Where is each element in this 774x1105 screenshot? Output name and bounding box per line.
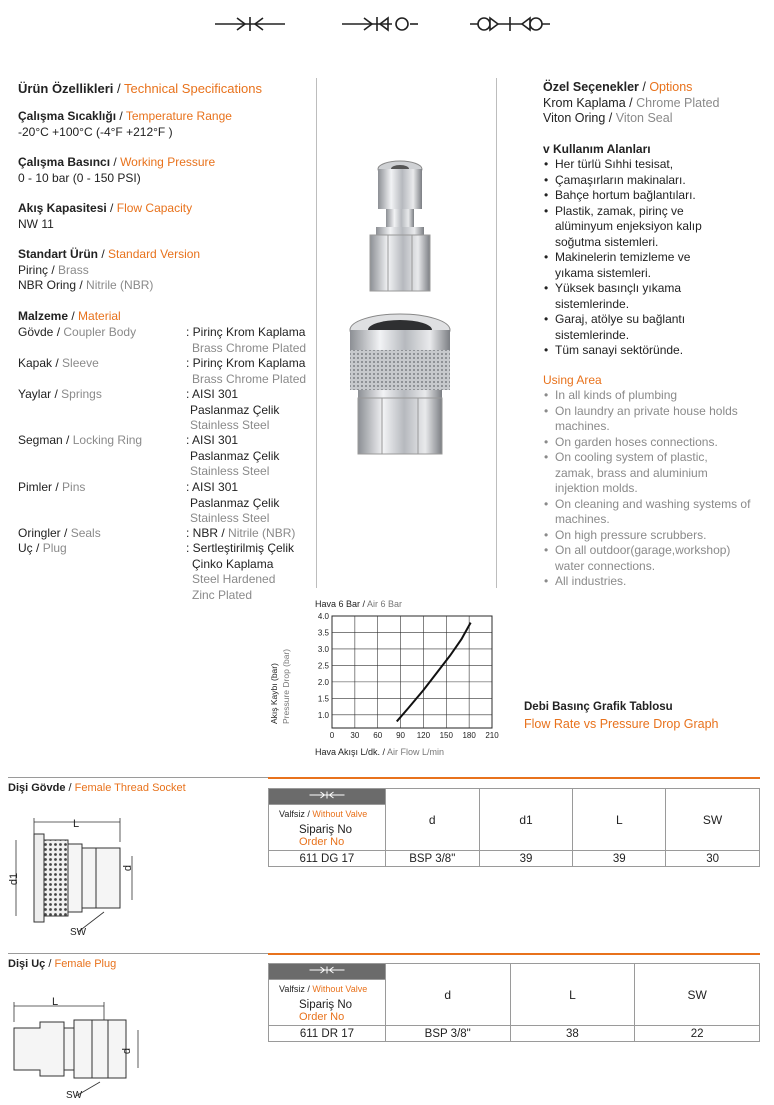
table-header-symbol xyxy=(269,964,386,980)
list-item: • On high pressure scrubbers. xyxy=(542,528,767,544)
list-item: • On all outdoor(garage,workshop) water connections. xyxy=(542,543,757,574)
spec-title: Ürün Özellikleri / Technical Specifications xyxy=(18,81,263,96)
list-item: • Bahçe hortum bağlantıları. xyxy=(542,188,742,204)
chart-title: Hava 6 Bar / Air 6 Bar xyxy=(315,599,403,609)
flow-block: Akış Kapasitesi / Flow Capacity NW 11 xyxy=(18,201,193,231)
female-plug-order-table xyxy=(268,963,760,1042)
x-tick-label: 0 xyxy=(329,731,335,740)
double-valve-symbol-icon xyxy=(470,14,550,34)
options-block: Özel Seçenekler / Options Krom Kaplama / Chrome Plated Viton Oring / Viton Seal xyxy=(543,80,720,125)
table-cell: BSP 3/8" xyxy=(385,851,479,867)
table-header-order: Valfsiz / Without Valve Sipariş No Order No xyxy=(269,805,386,851)
female-socket-drawing xyxy=(8,812,148,942)
plug-product-image xyxy=(360,155,440,295)
material-title: Malzeme / Material xyxy=(18,309,121,323)
coupling-symbol-icon xyxy=(215,14,285,34)
y-tick-label: 2.0 xyxy=(317,677,329,687)
female-socket-title: Dişi Gövde / Female Thread Socket xyxy=(8,782,186,794)
standard-block: Standart Ürün / Standard Version Pirinç / Brass NBR Oring / Nitrile (NBR) xyxy=(18,247,201,292)
list-item: • On cleaning and washing systems of machines. xyxy=(542,497,767,528)
table-header-order: Valfsiz / Without Valve Sipariş No Order No xyxy=(269,980,386,1026)
table-cell: 22 xyxy=(635,1026,760,1042)
section-divider xyxy=(268,777,760,779)
table-header: SW xyxy=(666,789,760,851)
usage-title-en: Using Area xyxy=(543,373,602,387)
x-tick-label: 150 xyxy=(439,731,453,740)
y-tick-label: 3.0 xyxy=(317,644,329,654)
table-header: d1 xyxy=(479,789,573,851)
temperature-block: Çalışma Sıcaklığı / Temperature Range -20°C +100°C (-4°F +212°F ) xyxy=(18,109,232,139)
dim-L-label: L xyxy=(73,818,80,830)
female-plug-title: Dişi Uç / Female Plug xyxy=(8,958,117,970)
list-item: • Makinelerin temizleme ve yıkama sistemleri. xyxy=(542,250,727,281)
y-tick-label: 2.5 xyxy=(317,661,329,671)
table-header: SW xyxy=(635,964,760,1026)
x-tick-label: 120 xyxy=(416,731,431,740)
section-divider xyxy=(8,777,268,778)
dim-L-label: L xyxy=(52,996,59,1008)
usage-title-tr: v Kullanım Alanları xyxy=(543,142,651,156)
list-item: • All industries. xyxy=(542,574,767,590)
section-divider xyxy=(268,953,760,955)
list-item: • On cooling system of plastic, zamak, brass and aluminium injektion molds. xyxy=(542,450,737,497)
list-item: • Çamaşırların makinaları. xyxy=(542,173,742,189)
socket-product-image xyxy=(344,308,456,458)
dim-d-label: d xyxy=(121,1047,134,1055)
table-header: d xyxy=(385,789,479,851)
y-tick-label: 1.5 xyxy=(317,694,329,704)
list-item: • Garaj, atölye su bağlantı sistemlerinde. xyxy=(542,312,722,343)
list-item: • On garden hoses connections. xyxy=(542,435,767,451)
table-header: L xyxy=(510,964,635,1026)
table-header: d xyxy=(385,964,510,1026)
dim-d-label: d xyxy=(122,864,135,872)
y-tick-label: 3.5 xyxy=(317,628,329,638)
female-socket-order-table xyxy=(268,788,760,867)
y-axis-label: Akış Kaybı (bar) xyxy=(269,663,279,724)
y-tick-label: 4.0 xyxy=(317,612,329,621)
x-tick-label: 90 xyxy=(396,731,406,740)
table-cell: 611 DR 17 xyxy=(269,1026,386,1042)
list-item: • Plastik, zamak, pirinç ve alüminyum enjeksiyon kalıp soğutma sistemleri. xyxy=(542,204,727,251)
table-row xyxy=(269,851,760,867)
x-tick-label: 30 xyxy=(350,731,360,740)
list-item: • Her türlü Sıhhi tesisat, xyxy=(542,157,742,173)
table-cell: 39 xyxy=(479,851,573,867)
table-row xyxy=(269,1026,760,1042)
table-header: L xyxy=(573,789,666,851)
x-tick-label: 210 xyxy=(485,731,499,740)
x-tick-label: 180 xyxy=(462,731,476,740)
list-item: • In all kinds of plumbing xyxy=(542,388,767,404)
table-cell: 39 xyxy=(573,851,666,867)
coupling-valve-symbol-icon xyxy=(342,14,418,34)
x-tick-label: 60 xyxy=(373,731,383,740)
table-cell: 611 DG 17 xyxy=(269,851,386,867)
coupling-symbol-icon xyxy=(307,965,347,975)
table-cell: 30 xyxy=(666,851,760,867)
table-cell: 38 xyxy=(510,1026,635,1042)
dim-sw-label: SW xyxy=(66,1090,83,1101)
table-header-symbol xyxy=(269,789,386,805)
list-item: • Tüm sanayi sektöründe. xyxy=(542,343,742,359)
coupling-symbol-icon xyxy=(307,790,347,800)
pressure-drop-chart xyxy=(260,592,510,762)
x-axis-label: Hava Akışı L/dk. / Air Flow L/min xyxy=(315,747,445,757)
table-cell: BSP 3/8" xyxy=(385,1026,510,1042)
dim-sw-label: SW xyxy=(70,927,87,938)
y-tick-label: 1.0 xyxy=(317,710,329,720)
section-divider xyxy=(8,953,268,954)
list-item: • Yüksek basınçlı yıkama sistemlerinde. xyxy=(542,281,707,312)
plot-area xyxy=(332,616,492,728)
usage-list-en xyxy=(542,388,767,590)
dim-d1-label: d1 xyxy=(8,872,21,886)
y-axis-label: Pressure Drop (bar) xyxy=(281,648,291,724)
list-item: • On laundry an private house holds machines. xyxy=(542,404,742,435)
usage-list-tr xyxy=(542,157,742,359)
graph-caption: Debi Basınç Grafik Tablosu Flow Rate vs Pressure Drop Graph xyxy=(524,701,719,731)
pressure-block: Çalışma Basıncı / Working Pressure 0 - 10 bar (0 - 150 PSI) xyxy=(18,155,216,185)
